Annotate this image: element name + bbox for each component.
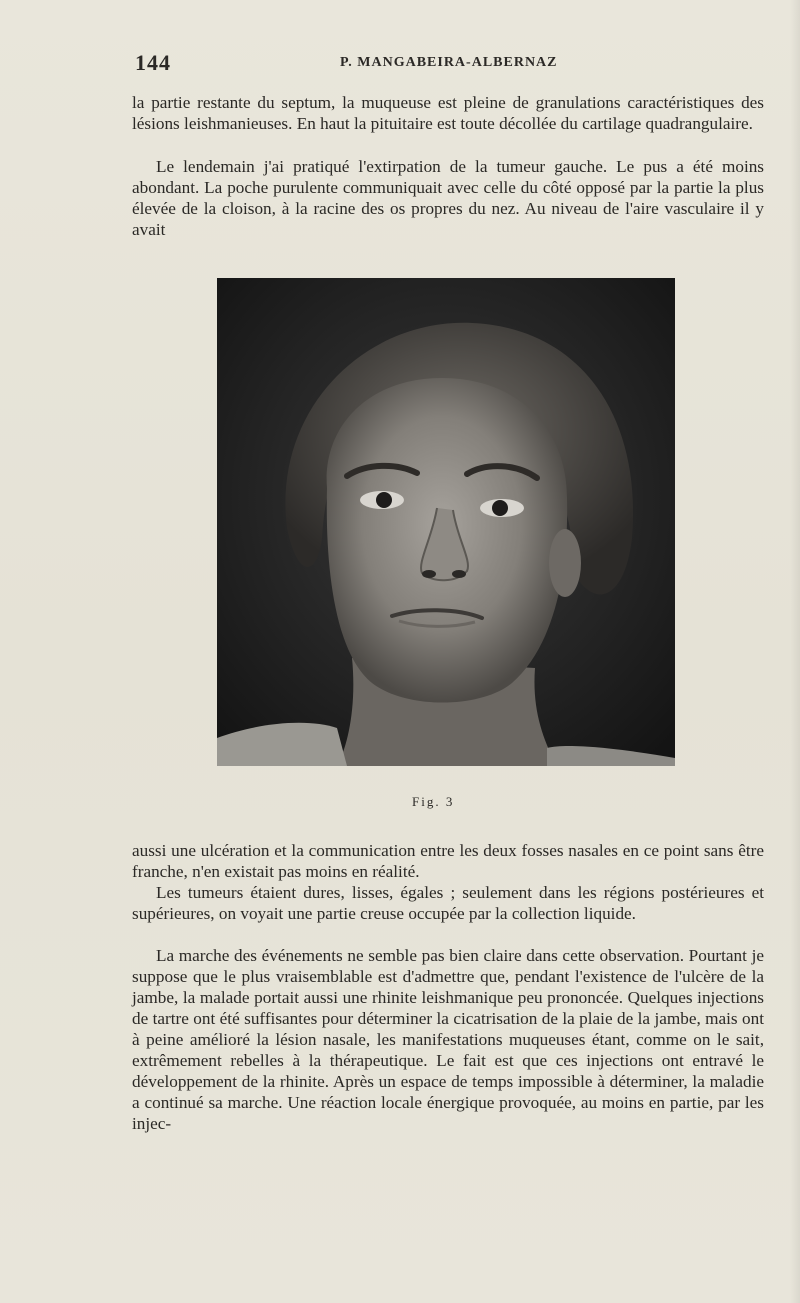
page-header bbox=[135, 50, 765, 80]
running-head: P. MANGABEIRA-ALBERNAZ bbox=[340, 55, 558, 70]
page-number: 144 bbox=[135, 50, 171, 75]
figure-caption: Fig. 3 bbox=[412, 794, 455, 809]
body-paragraph: Le lendemain j'ai pratiqué l'extirpation de la tumeur gauche. Le pus a été moins abondant. La poche purulente communiquait avec celle du côté opposé par la partie la plus élevée de la cloison, à la racine des os propres du nez. Au niveau de l'aire vasculaire il y avait bbox=[132, 157, 764, 239]
portrait-photograph bbox=[217, 278, 675, 766]
body-paragraph: aussi une ulcération et la communication entre les deux fosses nasales en ce point sans être franche, n'en existait pas moins en réalité. bbox=[132, 841, 764, 881]
body-paragraph: La marche des événements ne semble pas bien claire dans cette observation. Pourtant je suppose que le plus vraisemblable est d'admettre que, pendant l'existence de l'ulcère de la jambe, la malade portait aussi une rhinite leishmanique peu prononcée. Quelques injections de tartre ont été suffisantes pour déterminer la cicatrisation de la plaie de la jambe, mais ont à peine amélioré la lésion nasale, les manifestations muqueuses étant, comme on le sait, extrêmement rebelles à la thérapeutique. Le fait est que ces injections ont entravé le développement de la rhinite. Après un espace de temps impossible à déterminer, la maladie a continué sa marche. Une réaction locale énergique provoquée, au moins en partie, par les injec- bbox=[132, 946, 764, 1133]
body-paragraph: la partie restante du septum, la muqueuse est pleine de granulations caractéristiques des lésions leishmanieuses. En haut la pituitaire est toute décollée du cartilage quadrangulaire. bbox=[132, 93, 764, 133]
body-paragraph: Les tumeurs étaient dures, lisses, égales ; seulement dans les régions postérieures et supérieures, on voyait une partie creuse occupée par la collection liquide. bbox=[132, 883, 764, 923]
